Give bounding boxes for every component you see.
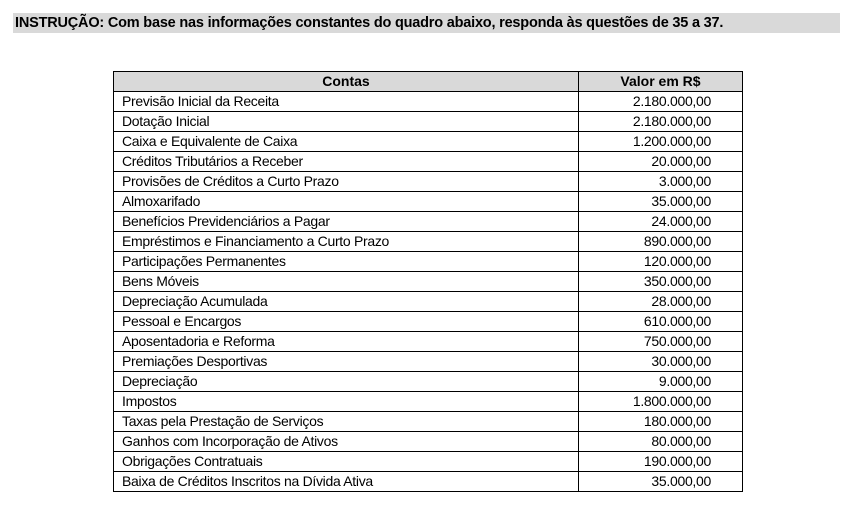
account-value-cell: 2.180.000,00: [579, 92, 743, 112]
account-name-cell: Depreciação Acumulada: [114, 292, 579, 312]
table-header-row: [114, 72, 743, 92]
account-value-cell: 24.000,00: [579, 212, 743, 232]
account-value-cell: 750.000,00: [579, 332, 743, 352]
account-value-cell: 30.000,00: [579, 352, 743, 372]
table-row: [114, 132, 743, 152]
table-row: [114, 472, 743, 492]
account-name-cell: Ganhos com Incorporação de Ativos: [114, 432, 579, 452]
table-row: [114, 392, 743, 412]
header-contas: Contas: [114, 72, 579, 92]
account-value-cell: 35.000,00: [579, 472, 743, 492]
table-row: [114, 232, 743, 252]
table-row: [114, 192, 743, 212]
table-row: [114, 412, 743, 432]
account-value-cell: 120.000,00: [579, 252, 743, 272]
account-name-cell: Baixa de Créditos Inscritos na Dívida Ativa: [114, 472, 579, 492]
account-value-cell: 610.000,00: [579, 312, 743, 332]
account-name-cell: Empréstimos e Financiamento a Curto Prazo: [114, 232, 579, 252]
account-name-cell: Taxas pela Prestação de Serviços: [114, 412, 579, 432]
account-value-cell: 9.000,00: [579, 372, 743, 392]
account-name-cell: Caixa e Equivalente de Caixa: [114, 132, 579, 152]
table-row: [114, 292, 743, 312]
account-name-cell: Depreciação: [114, 372, 579, 392]
table-row: [114, 272, 743, 292]
account-name-cell: Premiações Desportivas: [114, 352, 579, 372]
account-value-cell: 3.000,00: [579, 172, 743, 192]
account-name-cell: Benefícios Previdenciários a Pagar: [114, 212, 579, 232]
account-value-cell: 180.000,00: [579, 412, 743, 432]
account-name-cell: Impostos: [114, 392, 579, 412]
account-value-cell: 80.000,00: [579, 432, 743, 452]
table-row: [114, 312, 743, 332]
table-row: [114, 432, 743, 452]
instruction-banner: INSTRUÇÃO: Com base nas informações constantes do quadro abaixo, responda às questões de 35 a 37.: [13, 13, 840, 33]
account-name-cell: Obrigações Contratuais: [114, 452, 579, 472]
account-name-cell: Pessoal e Encargos: [114, 312, 579, 332]
table-row: [114, 372, 743, 392]
account-value-cell: 890.000,00: [579, 232, 743, 252]
account-value-cell: 190.000,00: [579, 452, 743, 472]
account-name-cell: Almoxarifado: [114, 192, 579, 212]
table-row: [114, 212, 743, 232]
account-name-cell: Créditos Tributários a Receber: [114, 152, 579, 172]
accounts-table: [113, 71, 743, 492]
account-name-cell: Aposentadoria e Reforma: [114, 332, 579, 352]
account-name-cell: Provisões de Créditos a Curto Prazo: [114, 172, 579, 192]
table-row: [114, 332, 743, 352]
account-value-cell: 28.000,00: [579, 292, 743, 312]
table-row: [114, 172, 743, 192]
account-value-cell: 20.000,00: [579, 152, 743, 172]
account-name-cell: Dotação Inicial: [114, 112, 579, 132]
account-name-cell: Bens Móveis: [114, 272, 579, 292]
account-value-cell: 35.000,00: [579, 192, 743, 212]
table-row: [114, 452, 743, 472]
account-value-cell: 1.200.000,00: [579, 132, 743, 152]
table-row: [114, 112, 743, 132]
account-value-cell: 2.180.000,00: [579, 112, 743, 132]
table-row: [114, 92, 743, 112]
account-value-cell: 1.800.000,00: [579, 392, 743, 412]
account-name-cell: Previsão Inicial da Receita: [114, 92, 579, 112]
header-valor: Valor em R$: [579, 72, 743, 92]
table-row: [114, 352, 743, 372]
account-name-cell: Participações Permanentes: [114, 252, 579, 272]
table-row: [114, 252, 743, 272]
table-body: [114, 92, 743, 492]
account-value-cell: 350.000,00: [579, 272, 743, 292]
table-row: [114, 152, 743, 172]
